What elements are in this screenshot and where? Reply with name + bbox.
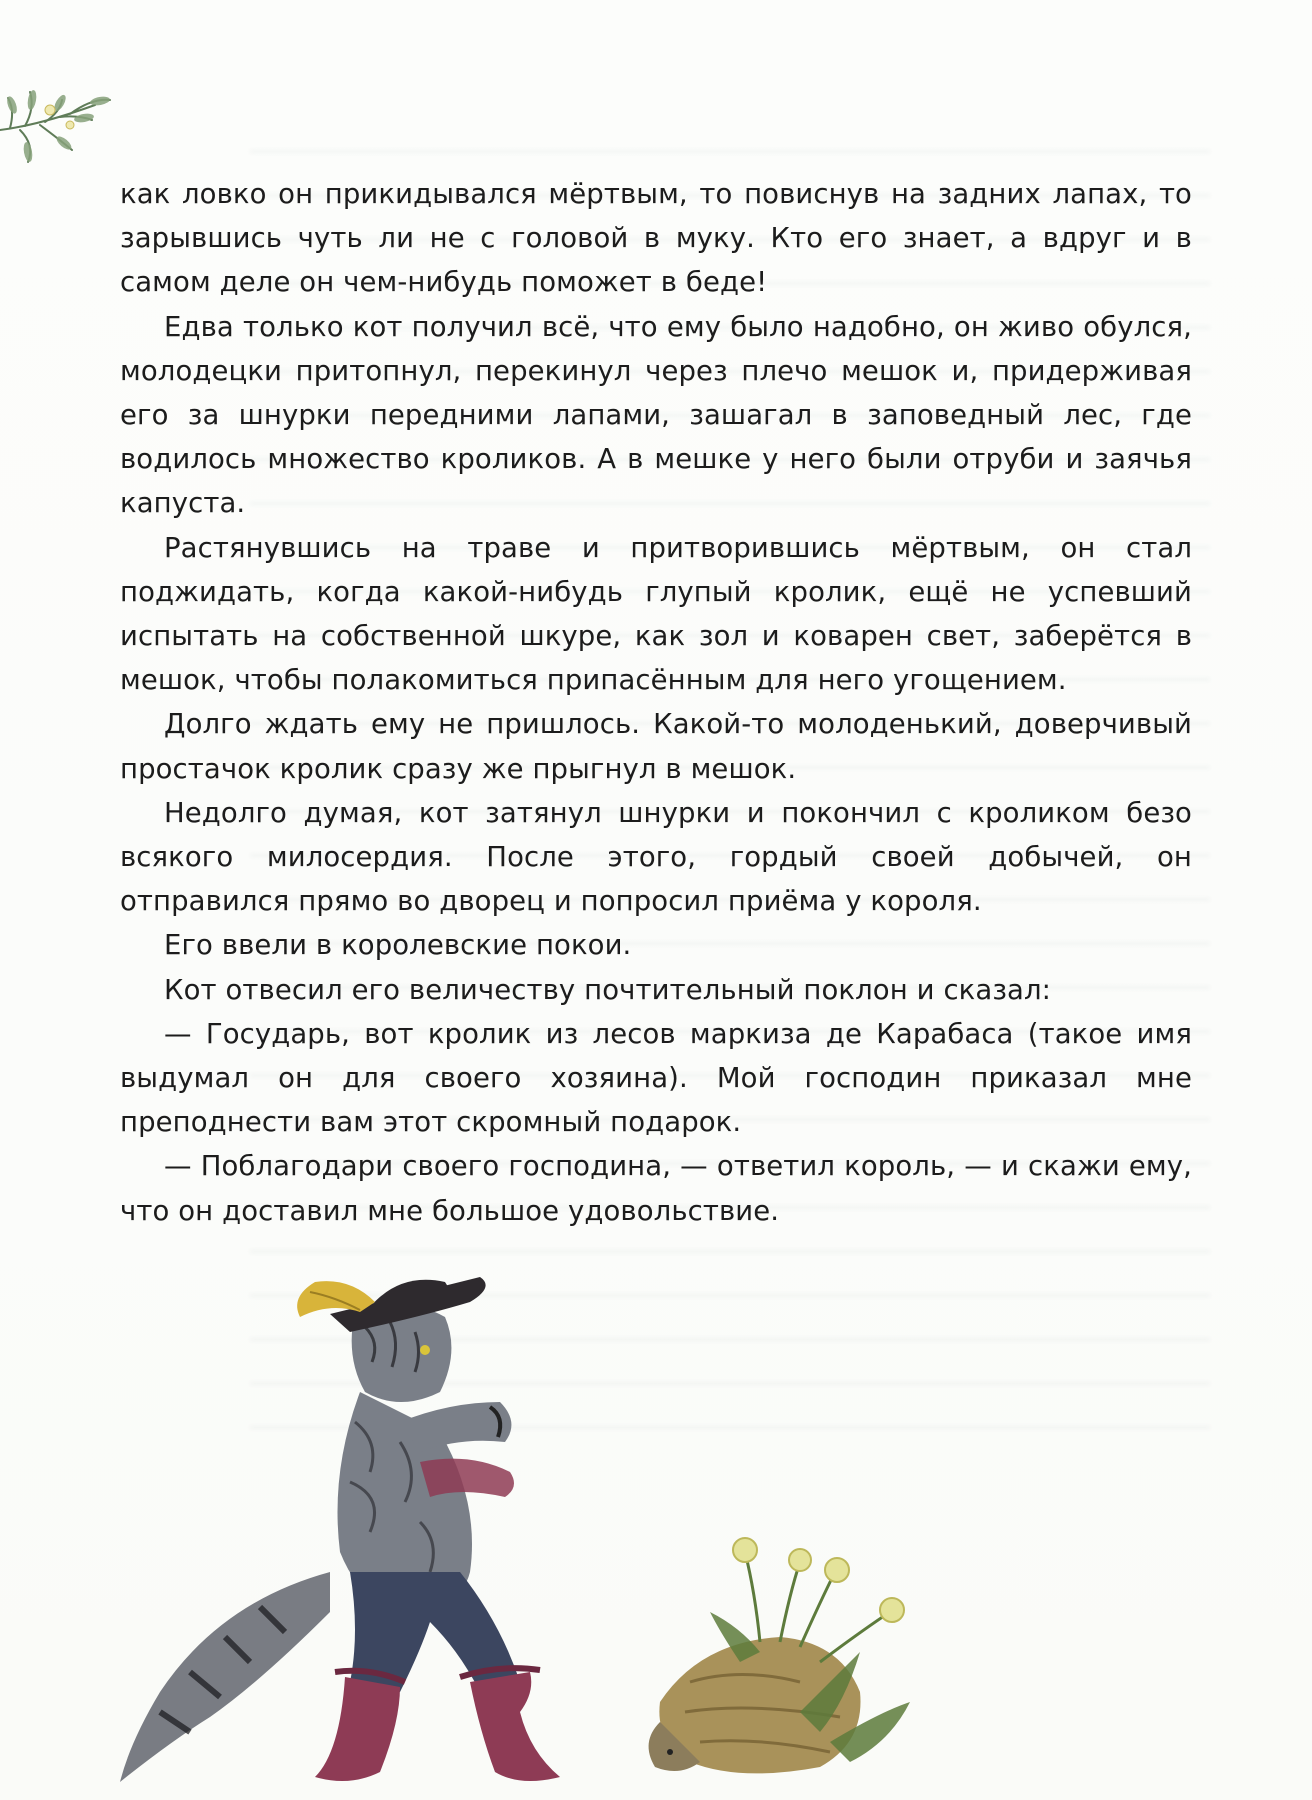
paragraph: Растянувшись на траве и притворившись мёртвым, он стал поджидать, когда какой-нибудь глупый кролик, ещё не успевший испытать на собственной шкуре, как зол и коварен свет, заберётся в мешок, чтобы полакомиться припасённым для него угощением. [120,531,1192,697]
paragraph: Едва только кот получил всё, что ему было надобно, он живо обулся, молодецки притопнул, перекинул через плечо мешок и, придерживая его за шнурки передними лапами, зашагал в заповедный лес, где водилось множество кроликов. А в мешке у него были отруби и заячья капуста. [120,310,1192,520]
cat-arm-lower [420,1459,514,1497]
dandelion [789,1549,811,1571]
paragraph: Его ввели в королевские покои. [164,929,632,962]
cat-eye [420,1345,430,1355]
paragraph: как ловко он прикидывался мёртвым, то повиснув на задних лапах, то зарывшись чуть ли не с головой в муку. Кто его знает, а вдруг и в самом деле он чем-нибудь поможет в беде! [120,178,1192,299]
paragraph: Кот отвесил его величеству почтительный поклон и сказал: [164,973,1052,1006]
leaf-sprig-icon [0,70,120,170]
cat-boot-left [315,1677,400,1781]
dandelion [880,1598,904,1622]
cat-in-boots-with-sack-icon [100,1272,980,1792]
dandelion [733,1538,757,1562]
paragraph: — Государь, вот кролик из лесов маркиза де Карабаса (такое имя выдумал он для своего хозяина). Мой господин приказал мне преподнести вам этот скромный подарок. [120,1017,1192,1139]
paragraph: Недолго думая, кот затянул шнурки и покончил с кроликом безо всякого милосердия. После этого, гордый своей добычей, он отправился прямо во дворец и попросил приёма у короля. [120,796,1192,918]
dandelion [825,1558,849,1582]
cat-boot-right [470,1672,560,1781]
paragraph: — Поблагодари своего господина, — ответил король, — и скажи ему, что он доставил мне большое удовольствие. [120,1150,1192,1227]
story-text [120,172,1192,1233]
paragraph: Долго ждать ему не пришлось. Какой-то молоденький, доверчивый простачок кролик сразу же прыгнул в мешок. [120,708,1192,785]
cat-tail [120,1572,330,1782]
